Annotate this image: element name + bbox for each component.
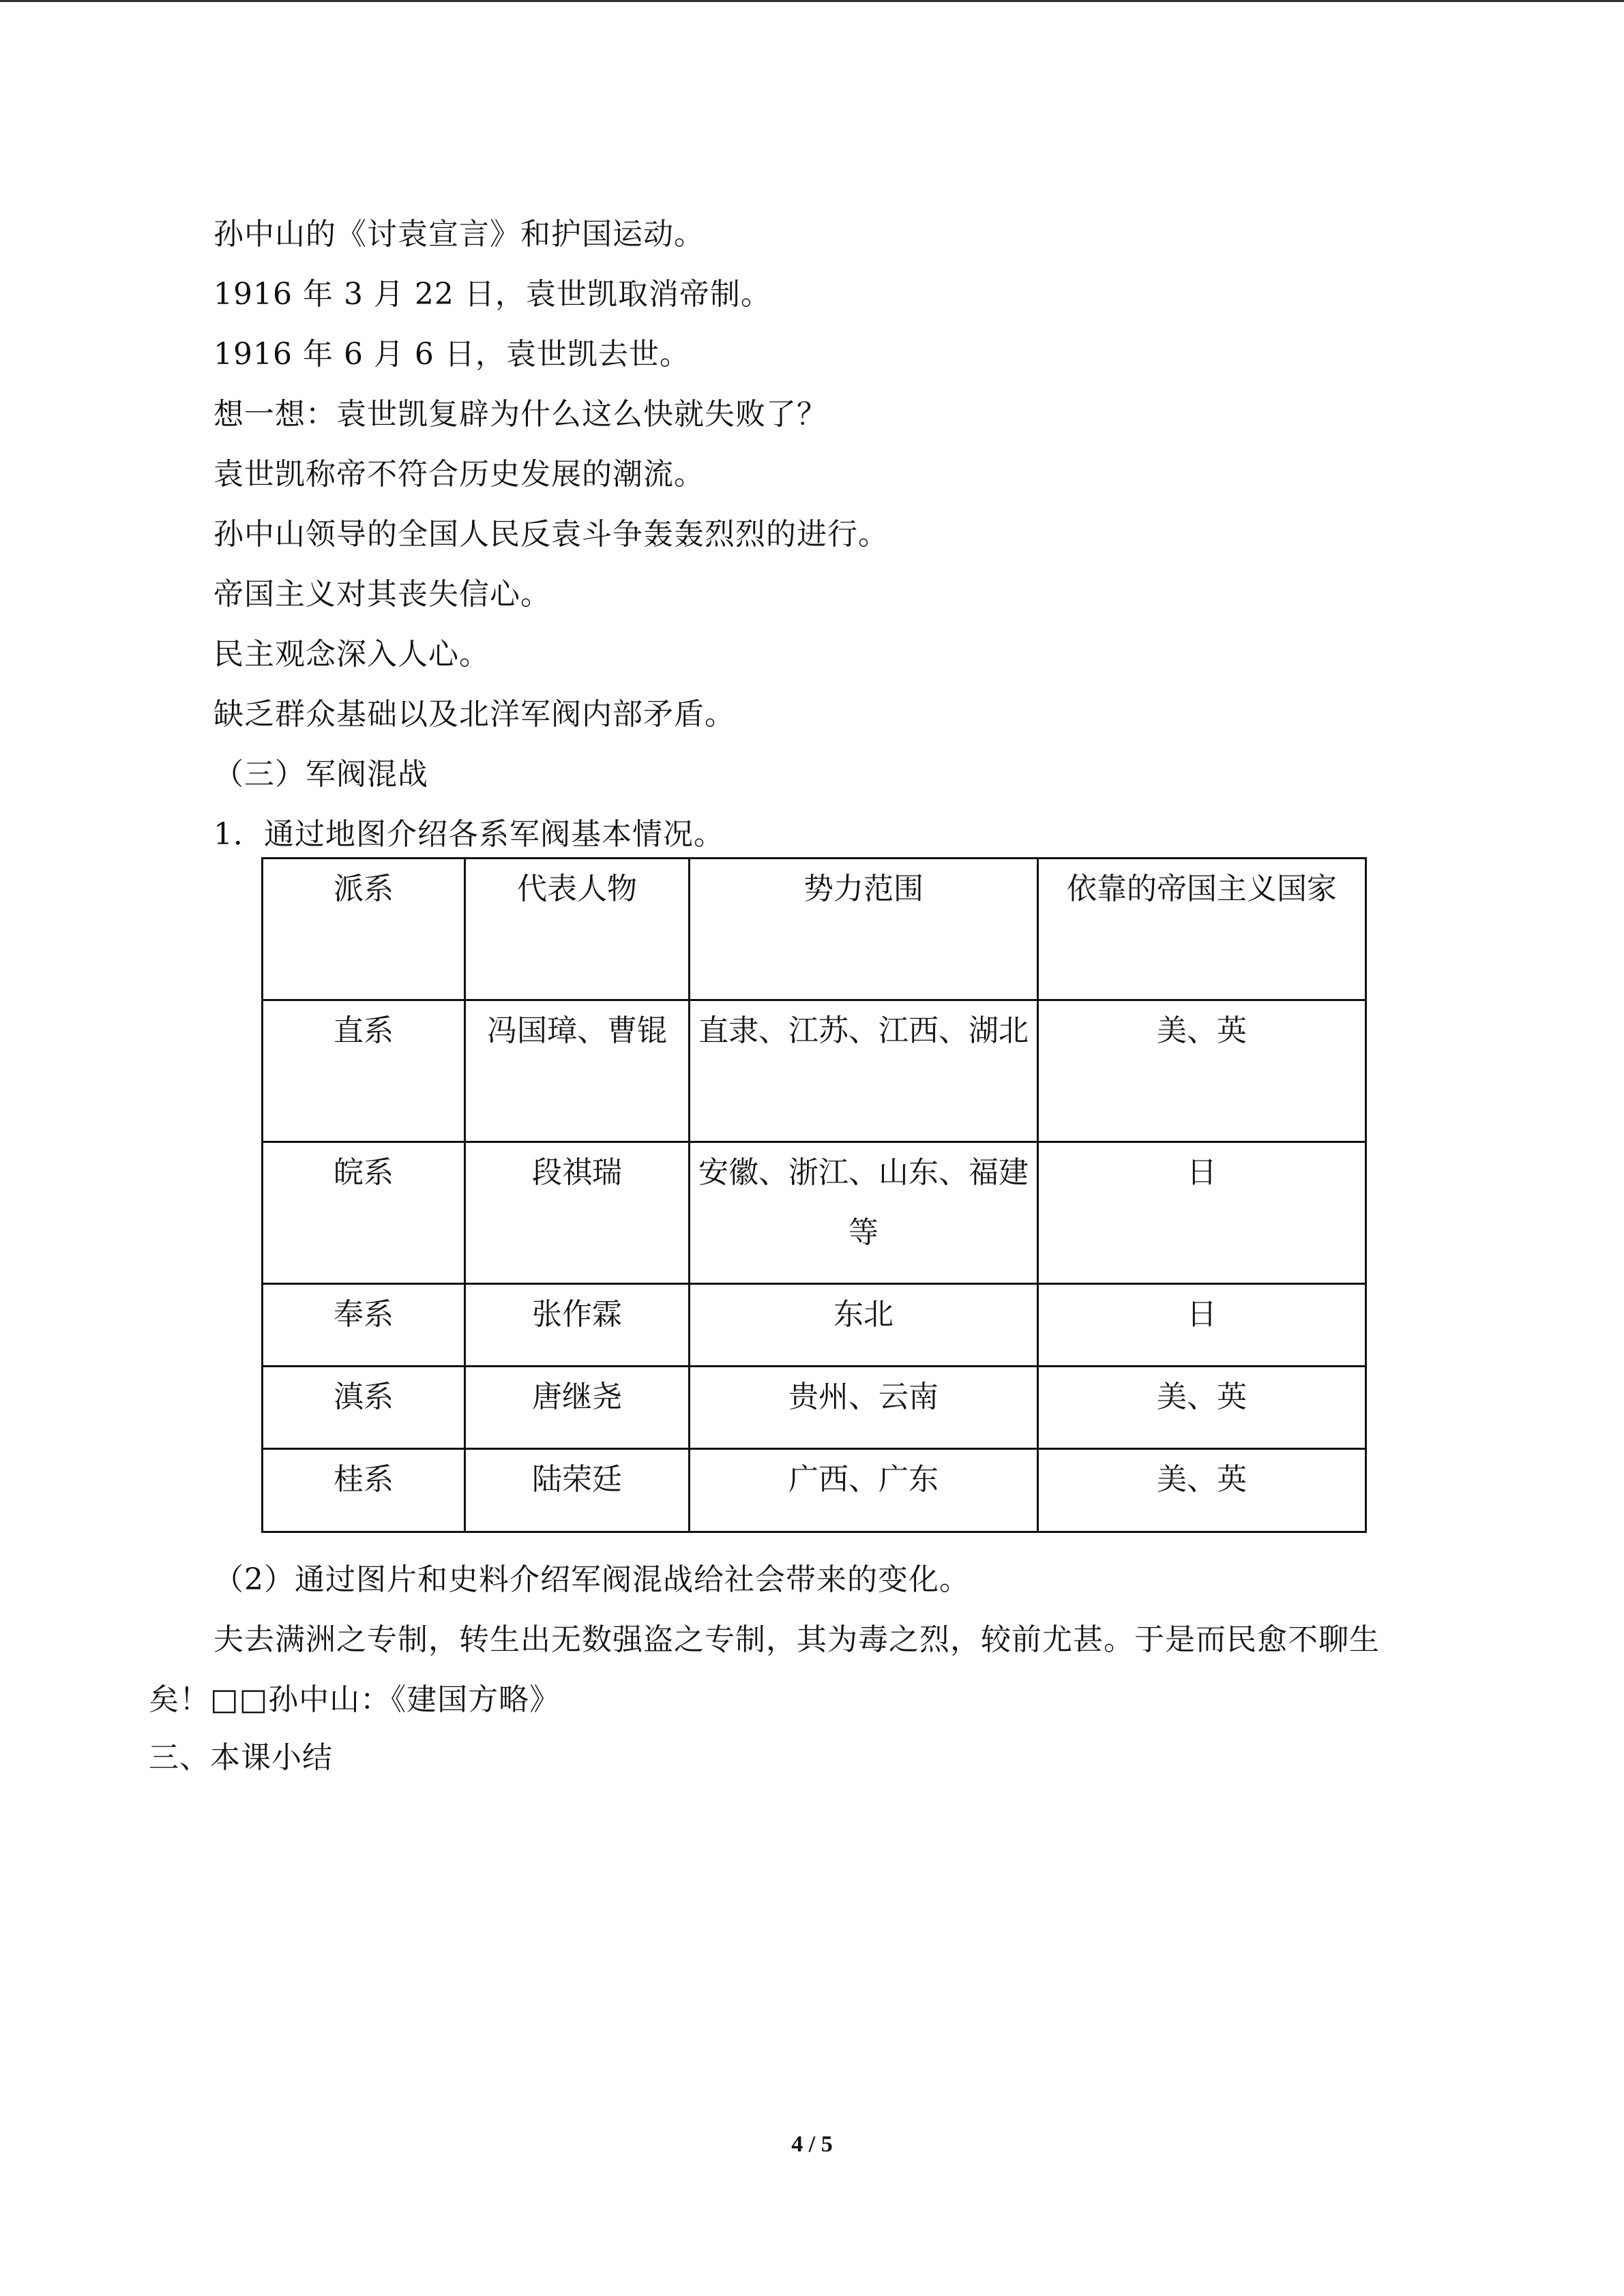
header-imperial-backer: 依靠的帝国主义国家 — [1038, 859, 1366, 1000]
table-header-row — [263, 859, 1366, 1000]
reason-5: 缺乏群众基础以及北洋军阀内部矛盾。 — [213, 697, 735, 732]
question-why-failed: 想一想：袁世凯复辟为什么这么快就失败了？ — [213, 397, 827, 432]
reason-3: 帝国主义对其丧失信心。 — [213, 577, 551, 612]
reason-1: 袁世凯称帝不符合历史发展的潮流。 — [213, 457, 705, 492]
cell-representative: 张作霖 — [465, 1284, 690, 1367]
header-faction: 派系 — [263, 859, 465, 1000]
quote-line-1: 夫去满洲之专制，转生出无数强盗之专制，其为毒之烈，较前尤甚。于是而民愈不聊生 — [213, 1622, 1380, 1657]
header-sphere: 势力范围 — [690, 859, 1038, 1000]
cell-faction: 桂系 — [263, 1449, 465, 1532]
paragraph-sun-declaration: 孙中山的《讨袁宣言》和护国运动。 — [213, 217, 705, 252]
table-row — [263, 1284, 1366, 1367]
cell-faction: 奉系 — [263, 1284, 465, 1367]
table-row — [263, 1367, 1366, 1449]
cell-representative: 段祺瑞 — [465, 1142, 690, 1284]
cell-backer: 美、英 — [1038, 1000, 1366, 1142]
cell-faction: 直系 — [263, 1000, 465, 1142]
cell-faction: 滇系 — [263, 1367, 465, 1449]
table-row — [263, 1449, 1366, 1532]
cell-backer: 美、英 — [1038, 1367, 1366, 1449]
header-representative: 代表人物 — [465, 859, 690, 1000]
paragraph-cancel-monarchy: 1916 年 3 月 22 日，袁世凯取消帝制。 — [213, 277, 771, 312]
reason-2: 孙中山领导的全国人民反袁斗争轰轰烈烈的进行。 — [213, 517, 889, 552]
top-border-line — [0, 0, 1624, 2]
cell-sphere: 贵州、云南 — [690, 1367, 1038, 1449]
cell-representative: 冯国璋、曹锟 — [465, 1000, 690, 1142]
table-row — [263, 1142, 1366, 1284]
cell-sphere: 安徽、浙江、山东、福建等 — [690, 1142, 1038, 1284]
item-1-map-intro: 1．通过地图介绍各系军阀基本情况。 — [213, 817, 724, 852]
item-2-social-change: （2）通过图片和史料介绍军阀混战给社会带来的变化。 — [213, 1562, 970, 1597]
quote-line-2-attribution: 矣！□□孙中山：《建国方略》 — [149, 1682, 561, 1717]
table-row — [263, 1000, 1366, 1142]
section-heading-summary: 三、本课小结 — [149, 1740, 333, 1775]
cell-sphere: 直隶、江苏、江西、湖北 — [690, 1000, 1038, 1142]
page-number: 4 / 5 — [791, 2132, 833, 2157]
cell-sphere: 广西、广东 — [690, 1449, 1038, 1532]
cell-representative: 唐继尧 — [465, 1367, 690, 1449]
cell-backer: 美、英 — [1038, 1449, 1366, 1532]
warlord-factions-table — [261, 857, 1367, 1533]
paragraph-yuan-death: 1916 年 6 月 6 日，袁世凯去世。 — [213, 337, 690, 372]
cell-faction: 皖系 — [263, 1142, 465, 1284]
cell-representative: 陆荣廷 — [465, 1449, 690, 1532]
cell-sphere: 东北 — [690, 1284, 1038, 1367]
section-heading-warlord-war: （三）军阀混战 — [213, 757, 428, 792]
cell-backer: 日 — [1038, 1142, 1366, 1284]
reason-4: 民主观念深入人心。 — [213, 637, 490, 672]
cell-backer: 日 — [1038, 1284, 1366, 1367]
